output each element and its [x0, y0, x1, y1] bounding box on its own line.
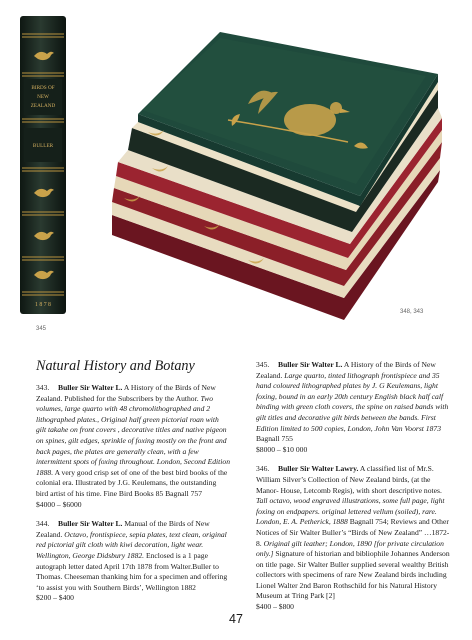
lot-estimate: $200 – $400	[36, 593, 74, 603]
lot-number: 345.	[256, 360, 270, 369]
book-stack-photo-348-343	[108, 30, 444, 330]
right-column	[256, 360, 452, 622]
lot-description-italic: Tall octavo, wood engraved illustrations, some full page, light foxing on endpapers. original lettered vellum (soiled), rare. London, E. A. Petherick, 1888	[256, 496, 445, 527]
lot-description-italic: Two volumes, large quarto with 48 chromolithographed and 2 lithographed plates., Original half green pictorial roan with gilt takahe on front covers , decorative titles and native pigeon on spines, gilt edges, sprinkle of foxing mostly on the front and back pages, the plates are generally clean, with a few intermittent spots of foxing throughout. London, Second Edition 1888.	[36, 393, 230, 477]
lot-description: A History of the Birds of New Zealand.	[256, 360, 436, 380]
section-title: Natural History and Botany	[36, 358, 195, 374]
lot-description-italic: Octavo, frontispiece, sepia plates, text clean, original red pictorial gilt cloth with kiwi decoration, light wear. Wellington, George Didsbury 1882.	[36, 529, 227, 560]
lot-number: 346.	[256, 464, 270, 474]
page-number: 47	[229, 612, 243, 626]
lot-entry-343	[36, 383, 230, 510]
spine-author: BULLER	[32, 143, 54, 149]
lot-description-italic: Large quarto, tinted lithograph frontispiece and 35 hand coloured lithographed plates by J. G Keulemans, light foxing, bound in an early 20th century English black half calf binding with green cloth covers, the spine on raised bands with gilt titles and decorative gilt birds between the bands. First Edition limited to 500 copies, London, John Van Voorst 1873	[256, 370, 449, 433]
spine-photo-345	[20, 16, 66, 314]
lot-entry-345	[256, 360, 452, 455]
lot-author: Buller Sir Walter Lawry.	[278, 464, 359, 474]
lot-entry-344	[36, 519, 230, 604]
spine-title-line-1: BIRDS OF	[31, 85, 55, 91]
lot-description: Manual of the Birds of New Zealand.	[36, 519, 210, 539]
lot-estimate: $400 – $800	[256, 602, 294, 612]
lot-estimate: $8000 – $10 000	[256, 444, 308, 454]
lot-description: A very good crisp set of one of the best bird books of the colonial era. Illustrated by J.G. Keulemans, the outstanding bird artist of his time. Fine Bird Books 85 Bagnall 757	[36, 467, 228, 498]
lot-author: Buller Sir Walter L.	[58, 519, 123, 529]
spine-year: 1 8 7 8	[35, 302, 51, 308]
lot-description: Enclosed is a 1 page autograph letter dated April 17th 1878 from Walter.Buller to Thomas. Cheeseman thanking him for a specimen and offering ‘to assist you with Southern Birds’, Wellington 1882	[36, 550, 228, 592]
lot-description: Signature of historian and bibliophile Johannes Anderson on title page. Sir Walter Buller supplied several wealthy British collectors with specimens of rare New Zealand birds including Lionel Walter 2nd Baron Rothschild for his Natural History Museum at Tring Park [2]	[256, 549, 450, 601]
spine-title-line-3: ZEALAND	[30, 103, 56, 109]
lot-description: Bagnall 755	[256, 434, 293, 444]
left-column	[36, 358, 230, 613]
figure-caption-right: 348, 343	[400, 309, 424, 315]
spine-title-line-2: NEW	[37, 94, 49, 100]
lot-description: A classified list of Mr.S. William Silver’s Collection of New Zealand birds, (at the Manor- House, Letcomb Regis), with short descriptive notes.	[256, 464, 442, 495]
figure-caption-left: 345	[36, 326, 47, 332]
lot-author: Buller Sir Walter L.	[58, 383, 123, 392]
lot-entry-346	[256, 464, 452, 612]
lot-number: 344.	[36, 519, 50, 529]
lot-estimate: $4000 – $6000	[36, 499, 82, 509]
lot-number: 343.	[36, 383, 50, 392]
lot-author: Buller Sir Walter L.	[278, 360, 343, 369]
lot-description-italic: Original gilt leather; London, 1890 [for private circulation only.]	[256, 538, 444, 559]
lot-description: A History of the Birds of New Zealand. Published for the Subscribers by the Author.	[36, 383, 216, 403]
lot-description: Bagnall 754; Reviews and Other Notices of Sir Walter Buller’s “Birds of New Zealand” …1872-8.	[256, 517, 450, 548]
